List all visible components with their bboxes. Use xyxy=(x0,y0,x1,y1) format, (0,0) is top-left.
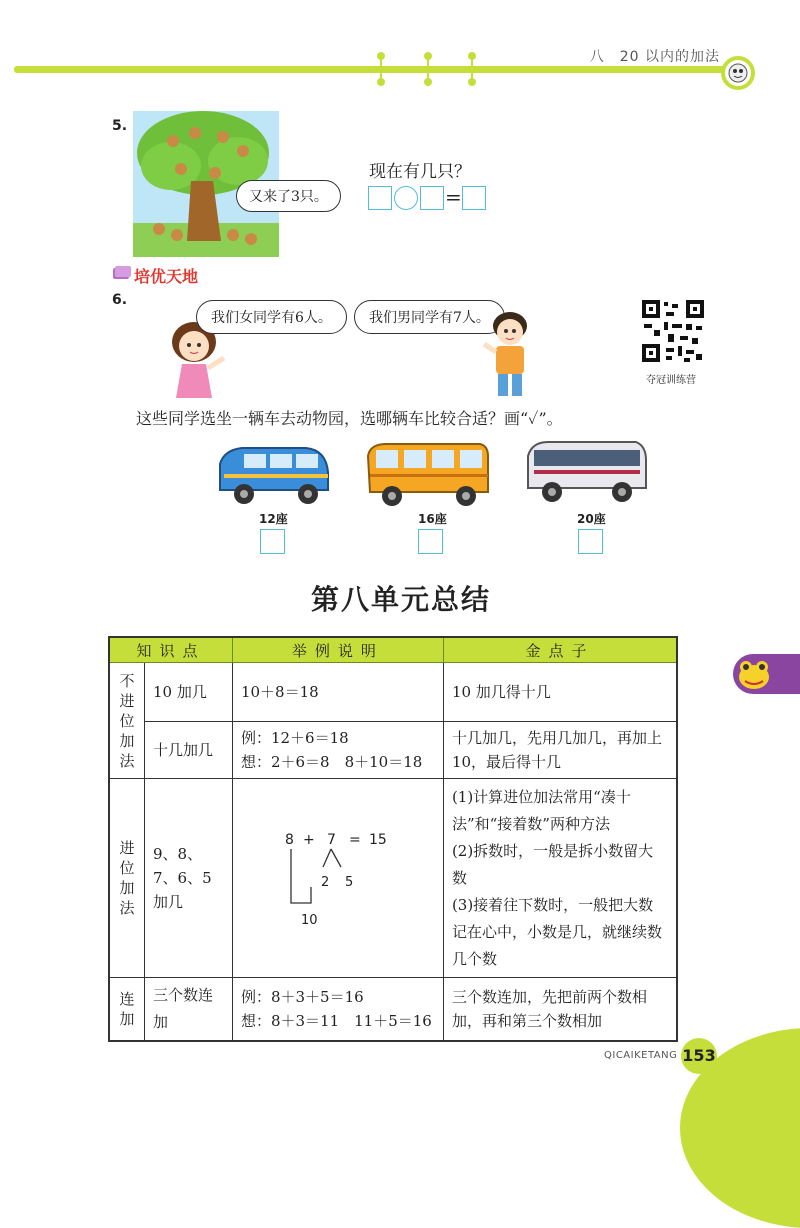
speech-bubble: 又来了3只。 xyxy=(236,180,341,212)
binder-ring xyxy=(424,52,432,86)
tip-cell: 10 加几得十几 xyxy=(443,663,677,722)
publisher-label: QICAIKETANG xyxy=(604,1050,678,1061)
check-box[interactable] xyxy=(578,529,603,554)
tip-cell: (1)计算进位加法常用“凑十法”和“接着数”两种方法 (2)拆数时，一般是拆小数留大数 (3)接着往下数时，一般把大数记在心中，小数是几，就继续数几个数 xyxy=(443,779,677,978)
example-cell: 10＋8＝18 xyxy=(232,663,443,722)
category-cell: 不进位加法 xyxy=(109,663,145,779)
diagram-plus: + xyxy=(302,832,315,848)
bus-illustration xyxy=(364,440,492,508)
table-row xyxy=(109,722,677,779)
topic-cell: 10 加几 xyxy=(145,663,233,722)
tip-cell: 三个数连加，先把前两个数相加，再和第三个数相加 xyxy=(443,978,677,1042)
column-header: 举例说明 xyxy=(232,637,443,663)
boy-speech-bubble: 我们男同学有7人。 xyxy=(354,300,505,334)
example-cell xyxy=(232,779,443,978)
diagram-split: 5 xyxy=(344,875,354,890)
category-cell: 连加 xyxy=(109,978,145,1042)
answer-box[interactable] xyxy=(420,186,444,210)
question-text: 现在有几只？ xyxy=(369,162,471,182)
question-text: 这些同学选坐一辆车去动物园，选哪辆车比较合适？画“✓”。 xyxy=(136,409,563,428)
answer-box[interactable] xyxy=(368,186,392,210)
frog-icon xyxy=(735,655,773,693)
topic-cell: 三个数连加 xyxy=(145,978,233,1042)
vehicle-seat-label: 20座 xyxy=(577,512,606,526)
column-header: 知识点 xyxy=(109,637,232,663)
chapter-title: 八 20 以内的加法 xyxy=(589,49,720,65)
binder-ring xyxy=(468,52,476,86)
example-cell: 例：12＋6＝18 想：2＋6＝8 8＋10＝18 xyxy=(232,722,443,779)
diagram-result: 15 xyxy=(368,832,387,848)
table-row xyxy=(109,663,677,722)
summary-title: 第八单元总结 xyxy=(311,583,492,616)
girl-speech-bubble: 我们女同学有6人。 xyxy=(196,300,347,334)
question-number: 6. xyxy=(112,292,128,308)
mascot-icon xyxy=(721,56,755,90)
vehicle-seat-label: 16座 xyxy=(418,512,447,526)
split-ten-diagram xyxy=(241,823,431,933)
page-number: 153 xyxy=(681,1038,717,1074)
coach-illustration xyxy=(524,438,650,504)
book-icon xyxy=(112,265,132,281)
topic-cell: 十几加几 xyxy=(145,722,233,779)
vehicle-seat-label: 12座 xyxy=(259,512,288,526)
table-row xyxy=(109,978,677,1042)
answer-box[interactable] xyxy=(462,186,486,210)
operator-circle[interactable] xyxy=(394,186,418,210)
table-row xyxy=(109,779,677,978)
check-box[interactable] xyxy=(260,529,285,554)
summary-table xyxy=(108,636,678,1042)
qr-caption: 夺冠训练营 xyxy=(646,375,696,386)
diagram-equals: = xyxy=(348,832,361,848)
check-box[interactable] xyxy=(418,529,443,554)
diagram-term: 8 xyxy=(284,832,294,848)
topic-cell: 9、8、7、6、5 加几 xyxy=(145,779,233,978)
boy-illustration xyxy=(480,308,532,400)
diagram-split: 2 xyxy=(320,875,330,890)
equals-sign: = xyxy=(445,185,462,209)
question-number: 5. xyxy=(112,118,128,134)
diagram-term: 7 xyxy=(326,832,336,848)
category-cell: 进位加法 xyxy=(109,779,145,978)
van-illustration xyxy=(214,442,332,506)
qr-code-icon[interactable] xyxy=(640,298,706,364)
example-cell: 例：8＋3＋5＝16 想：8＋3＝11 11＋5＝16 xyxy=(232,978,443,1042)
section-label: 培优天地 xyxy=(134,267,199,286)
column-header: 金点子 xyxy=(443,637,677,663)
diagram-ten: 10 xyxy=(300,913,318,928)
tip-cell: 十几加几，先用几加几，再加上 10，最后得十几 xyxy=(443,722,677,779)
binder-ring xyxy=(377,52,385,86)
